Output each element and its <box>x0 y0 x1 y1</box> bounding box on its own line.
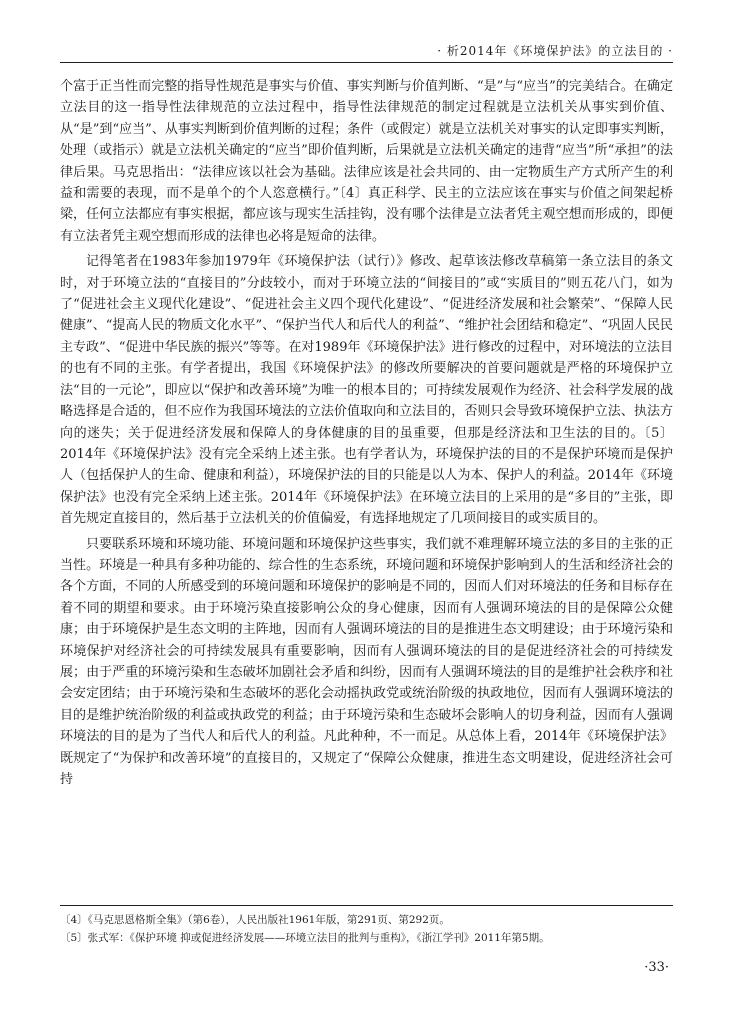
paragraph-1: 个富于正当性而完整的指导性规范是事实与价值、事实判断与价值判断、“是”与“应当”的完美结合。在确定立法目的这一指导性法律规范的立法过程中，指导性法律规范的制定过程就是立法机关从事实到价值、从“是”到“应当”、从事实判断到价值判断的过程；条件（或假定）就是立法机关对事实的认定即事实判断，处理（或指示）就是立法机关确定的“应当”即价值判断，后果就是立法机关确定的违背“应当”所“承担”的法律后果。马克思指出：“法律应该以社会为基础。法律应该是社会共同的、由一定物质生产方式所产生的利益和需要的表现，而不是单个的个人恣意横行。”〔4〕真正科学、民主的立法应该在事实与价值之间架起桥梁，任何立法都应有事实根据，都应该与现实生活挂钩，没有哪个法律是立法者凭主观空想而形成的，即便有立法者凭主观空想而形成的法律也必将是短命的法律。 <box>60 79 673 244</box>
paragraph-3: 只要联系环境和环境功能、环境问题和环境保护这些事实，我们就不难理解环境立法的多目的主张的正当性。环境是一种具有多种功能的、综合性的生态系统，环境问题和环境保护影响到人的生活和经济社会的各个方面，不同的人所感受到的环境问题和环境保护的影响是不同的，因而人们对环境法的任务和目标存在着不同的期望和要求。由于环境污染直接影响公众的身心健康，因而有人强调环境法的目的是保障公众健康；由于环境保护是生态文明的主阵地，因而有人强调环境法的目的是推进生态文明建设；由于环境污染和环境保护对经济社会的可持续发展具有重要影响，因而有人强调环境法的目的是促进经济社会的可持续发展；由于严重的环境污染和生态破坏加剧社会矛盾和纠纷，因而有人强调环境法的目的是维护社会秩序和社会安定团结；由于环境污染和生态破坏的恶化会动摇执政党或统治阶级的执政地位，因而有人强调环境法的目的是维护统治阶级的利益或执政党的利益；由于环境污染和生态破坏会影响人的切身利益，因而有人强调环境法的目的是为了当代人和后代人的利益。凡此种种，不一而足。从总体上看，2014年《环境保护法》既规定了“为保护和改善环境”的直接目的，又规定了“保障公众健康，推进生态文明建设，促进经济社会可持 <box>60 536 673 787</box>
running-title: · 析2014年《环境保护法》的立法目的 · <box>437 44 673 58</box>
footnote-5: 〔5〕张式军：《保护环境 抑或促进经济发展——环境立法目的批判与重构》，《浙江学刊》2011年第5期。 <box>60 932 550 944</box>
article-body <box>60 76 673 790</box>
paragraph-2: 记得笔者在1983年参加1979年《环境保护法（试行）》修改、起草该法修改草稿第一条立法目的条文时，对于环境立法的“直接目的”分歧较小，而对于环境立法的“间接目的”或“实质目的”则五花八门，如为了“促进社会主义现代化建设”、“促进社会主义四个现代化建设”、“促进经济发展和社会繁荣”、“保障人民健康”、“提高人民的物质文化水平”、“保护当代人和后代人的利益”、“维护社会团结和稳定”、“巩固人民民主专政”、“促进中华民族的振兴”等等。在对1989年《环境保护法》进行修改的过程中，对环境法的立法目的也有不同的主张。有学者提出，我国《环境保护法》的修改所要解决的首要问题就是严格的环境保护立法“目的一元论”，即应以“保护和改善环境”为唯一的根本目的；可持续发展观作为经济、社会科学发展的战略选择是合适的，但不应作为我国环境法的立法价值取向和立法目的，否则只会导致环境保护立法、执法方向的迷失；关于促进经济发展和保障人的身体健康的目的虽重要，但那是经济法和卫生法的目的。〔5〕2014年《环境保护法》没有完全采纳上述主张。也有学者认为，环境保护法的目的不是保护环境而是保护人（包括保护人的生命、健康和利益），环境保护法的目的只能是以人为本、保护人的利益。2014年《环境保护法》也没有完全采纳上述主张。2014年《环境保护法》在环境立法目的上采用的是“多目的”主张，即首先规定直接目的，然后基于立法机关的价值偏爱，有选择地规定了几项间接目的或实质目的。 <box>60 254 673 527</box>
running-header <box>60 38 673 63</box>
footnote-divider <box>60 905 673 906</box>
footnote-4: 〔4〕《马克思恩格斯全集》（第6卷），人民出版社1961年版，第291页、第292页。 <box>60 914 450 926</box>
footnotes <box>60 911 673 947</box>
page-number: ·33· <box>644 960 669 975</box>
